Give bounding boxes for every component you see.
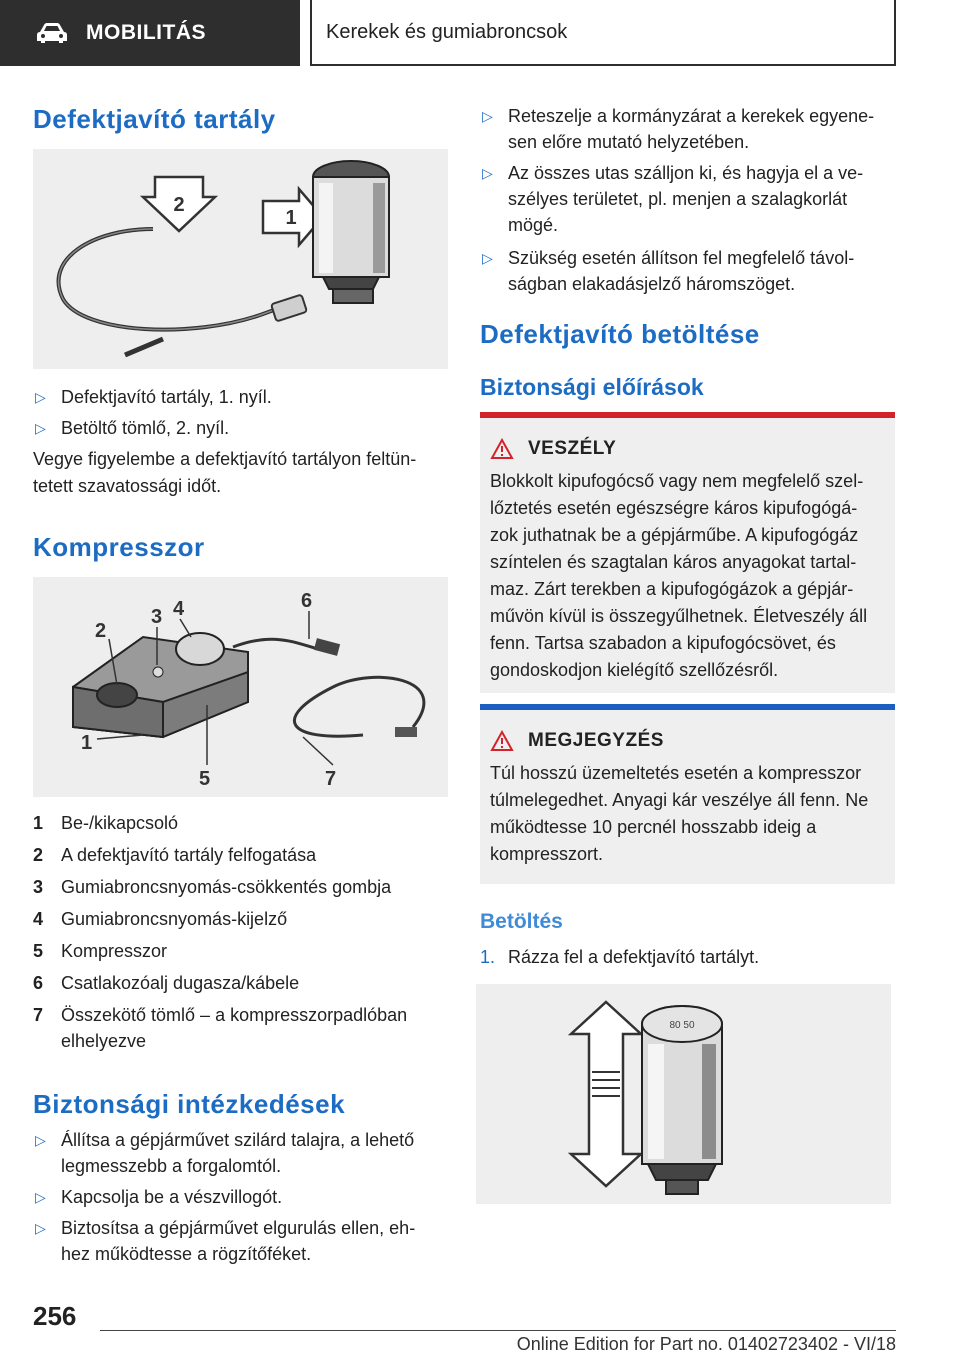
danger-title-row	[490, 438, 885, 460]
edition-text: Online Edition for Part no. 01402723402 - VI/18	[516, 1334, 896, 1354]
right-bullet-2: ▷ Az összes utas szálljon ki, és hagyja el a ve-szélyes területet, pl. menjen a szalagkorlát mögé.	[480, 160, 896, 238]
note-title-row	[490, 730, 885, 752]
compressor-illustration	[33, 577, 448, 797]
figure-sealant-tank	[33, 149, 448, 369]
section-tab	[0, 0, 300, 66]
danger-text: Blokkolt kipufogócső vagy nem megfelelő szel-lőztetés esetén egészségre káros kipufogógá-zok juthatnak be a gépjárműbe. A kipufogógáz színtelen és szagtalan káros anyagokat tartal-maz. Zárt terekben a kipufogógázok a gépjár-művön kívül is összegyűlhetnek. Életveszély áll fenn. Tartsa szabadon a kipufogócsövet, és gondoskodjon kielégítő szellőzésről.	[490, 471, 868, 680]
sealant-tank-illustration	[33, 149, 448, 369]
triangle-icon: ▷	[482, 165, 493, 181]
fig1-label-1: 1	[285, 207, 297, 229]
right-bullet-1: ▷ Reteszelje a kormányzárat a kerekek egyene-sen előre mutató helyzetében.	[480, 103, 896, 155]
triangle-icon: ▷	[35, 1189, 46, 1205]
compressor-legend	[33, 807, 449, 1054]
legend-item: 5 Kompresszor	[33, 941, 168, 961]
fig2-label-5: 5	[199, 768, 211, 790]
legend-item: 4 Gumiabroncsnyomás-kijelző	[33, 909, 288, 929]
note-box	[480, 704, 895, 884]
note-title: MEGJEGYZÉS	[528, 730, 664, 751]
fig2-label-3: 3	[151, 606, 163, 628]
loading-step-1: 1. Rázza fel a defektjavító tartályt.	[480, 947, 760, 967]
footer-divider	[100, 1330, 896, 1331]
fig2-label-1: 1	[81, 732, 93, 754]
note-text: Túl hosszú üzemeltetés esetén a kompresszor túlmelegedhet. Anyagi kár veszélye áll fenn. Ne működtesse 10 percnél hosszabb ideig a kompresszort.	[490, 763, 869, 864]
car-icon	[36, 22, 68, 44]
figure-shake-tank	[476, 984, 891, 1204]
section-title: MOBILITÁS	[86, 21, 206, 44]
fig1-label-2: 2	[173, 194, 185, 216]
legend-item: 6 Csatlakozóalj dugasza/kábele	[33, 973, 300, 993]
shake-tank-illustration	[476, 984, 891, 1204]
fig2-label-7: 7	[325, 768, 337, 790]
danger-title: VESZÉLY	[528, 438, 617, 459]
triangle-icon: ▷	[35, 1220, 46, 1236]
fig3-label: 80 50	[669, 1020, 695, 1031]
triangle-icon: ▷	[35, 420, 46, 436]
page-number: 256	[33, 1301, 77, 1331]
triangle-icon: ▷	[35, 1132, 46, 1148]
tank-bullet-1: ▷ Defektjavító tartály, 1. nyíl.	[33, 384, 449, 410]
triangle-icon: ▷	[482, 108, 493, 124]
triangle-icon: ▷	[35, 389, 46, 405]
triangle-icon: ▷	[482, 250, 493, 266]
legend-item: 1 Be-/kikapcsoló	[33, 813, 179, 833]
heading-tank: Defektjavító tartály	[33, 104, 276, 134]
fig2-label-2: 2	[95, 620, 107, 642]
tank-note: Vegye figyelembe a defektjavító tartályon feltün-tetett szavatossági időt.	[33, 449, 417, 496]
right-bullet-3: ▷ Szükség esetén állítson fel megfelelő távol-ságban elakadásjelző háromszöget.	[480, 245, 896, 297]
fig2-label-4: 4	[173, 598, 185, 620]
warning-icon	[490, 438, 514, 460]
heading-compressor: Kompresszor	[33, 532, 205, 562]
safety-bullet-2: ▷ Kapcsolja be a vészvillogót.	[33, 1184, 443, 1210]
fig2-label-6: 6	[301, 590, 313, 612]
heading-safety-measures: Biztonsági intézkedések	[33, 1089, 346, 1119]
legend-item: 3 Gumiabroncsnyomás-csökkentés gombja	[33, 877, 392, 897]
heading-safety-rules: Biztonsági előírások	[480, 374, 704, 400]
tank-bullet-2: ▷ Betöltő tömlő, 2. nyíl.	[33, 415, 449, 441]
chapter-tab	[310, 0, 896, 66]
danger-box	[480, 412, 895, 693]
safety-bullet-1: ▷ Állítsa a gépjárművet szilárd talajra, a lehető legmesszebb a forgalomtól.	[33, 1127, 443, 1179]
safety-bullet-3: ▷ Biztosítsa a gépjárművet elgurulás ellen, eh-hez működtesse a rögzítőféket.	[33, 1215, 443, 1267]
figure-compressor	[33, 577, 448, 797]
heading-loading: Betöltés	[480, 910, 563, 933]
legend-item: 2 A defektjavító tartály felfogatása	[33, 845, 317, 865]
legend-item: 7 Összekötő tömlő – a kompresszorpadlóban elhelyezve	[33, 1005, 408, 1051]
chapter-title: Kerekek és gumiabroncsok	[326, 20, 568, 43]
heading-fill: Defektjavító betöltése	[480, 319, 760, 349]
warning-icon	[490, 730, 514, 752]
